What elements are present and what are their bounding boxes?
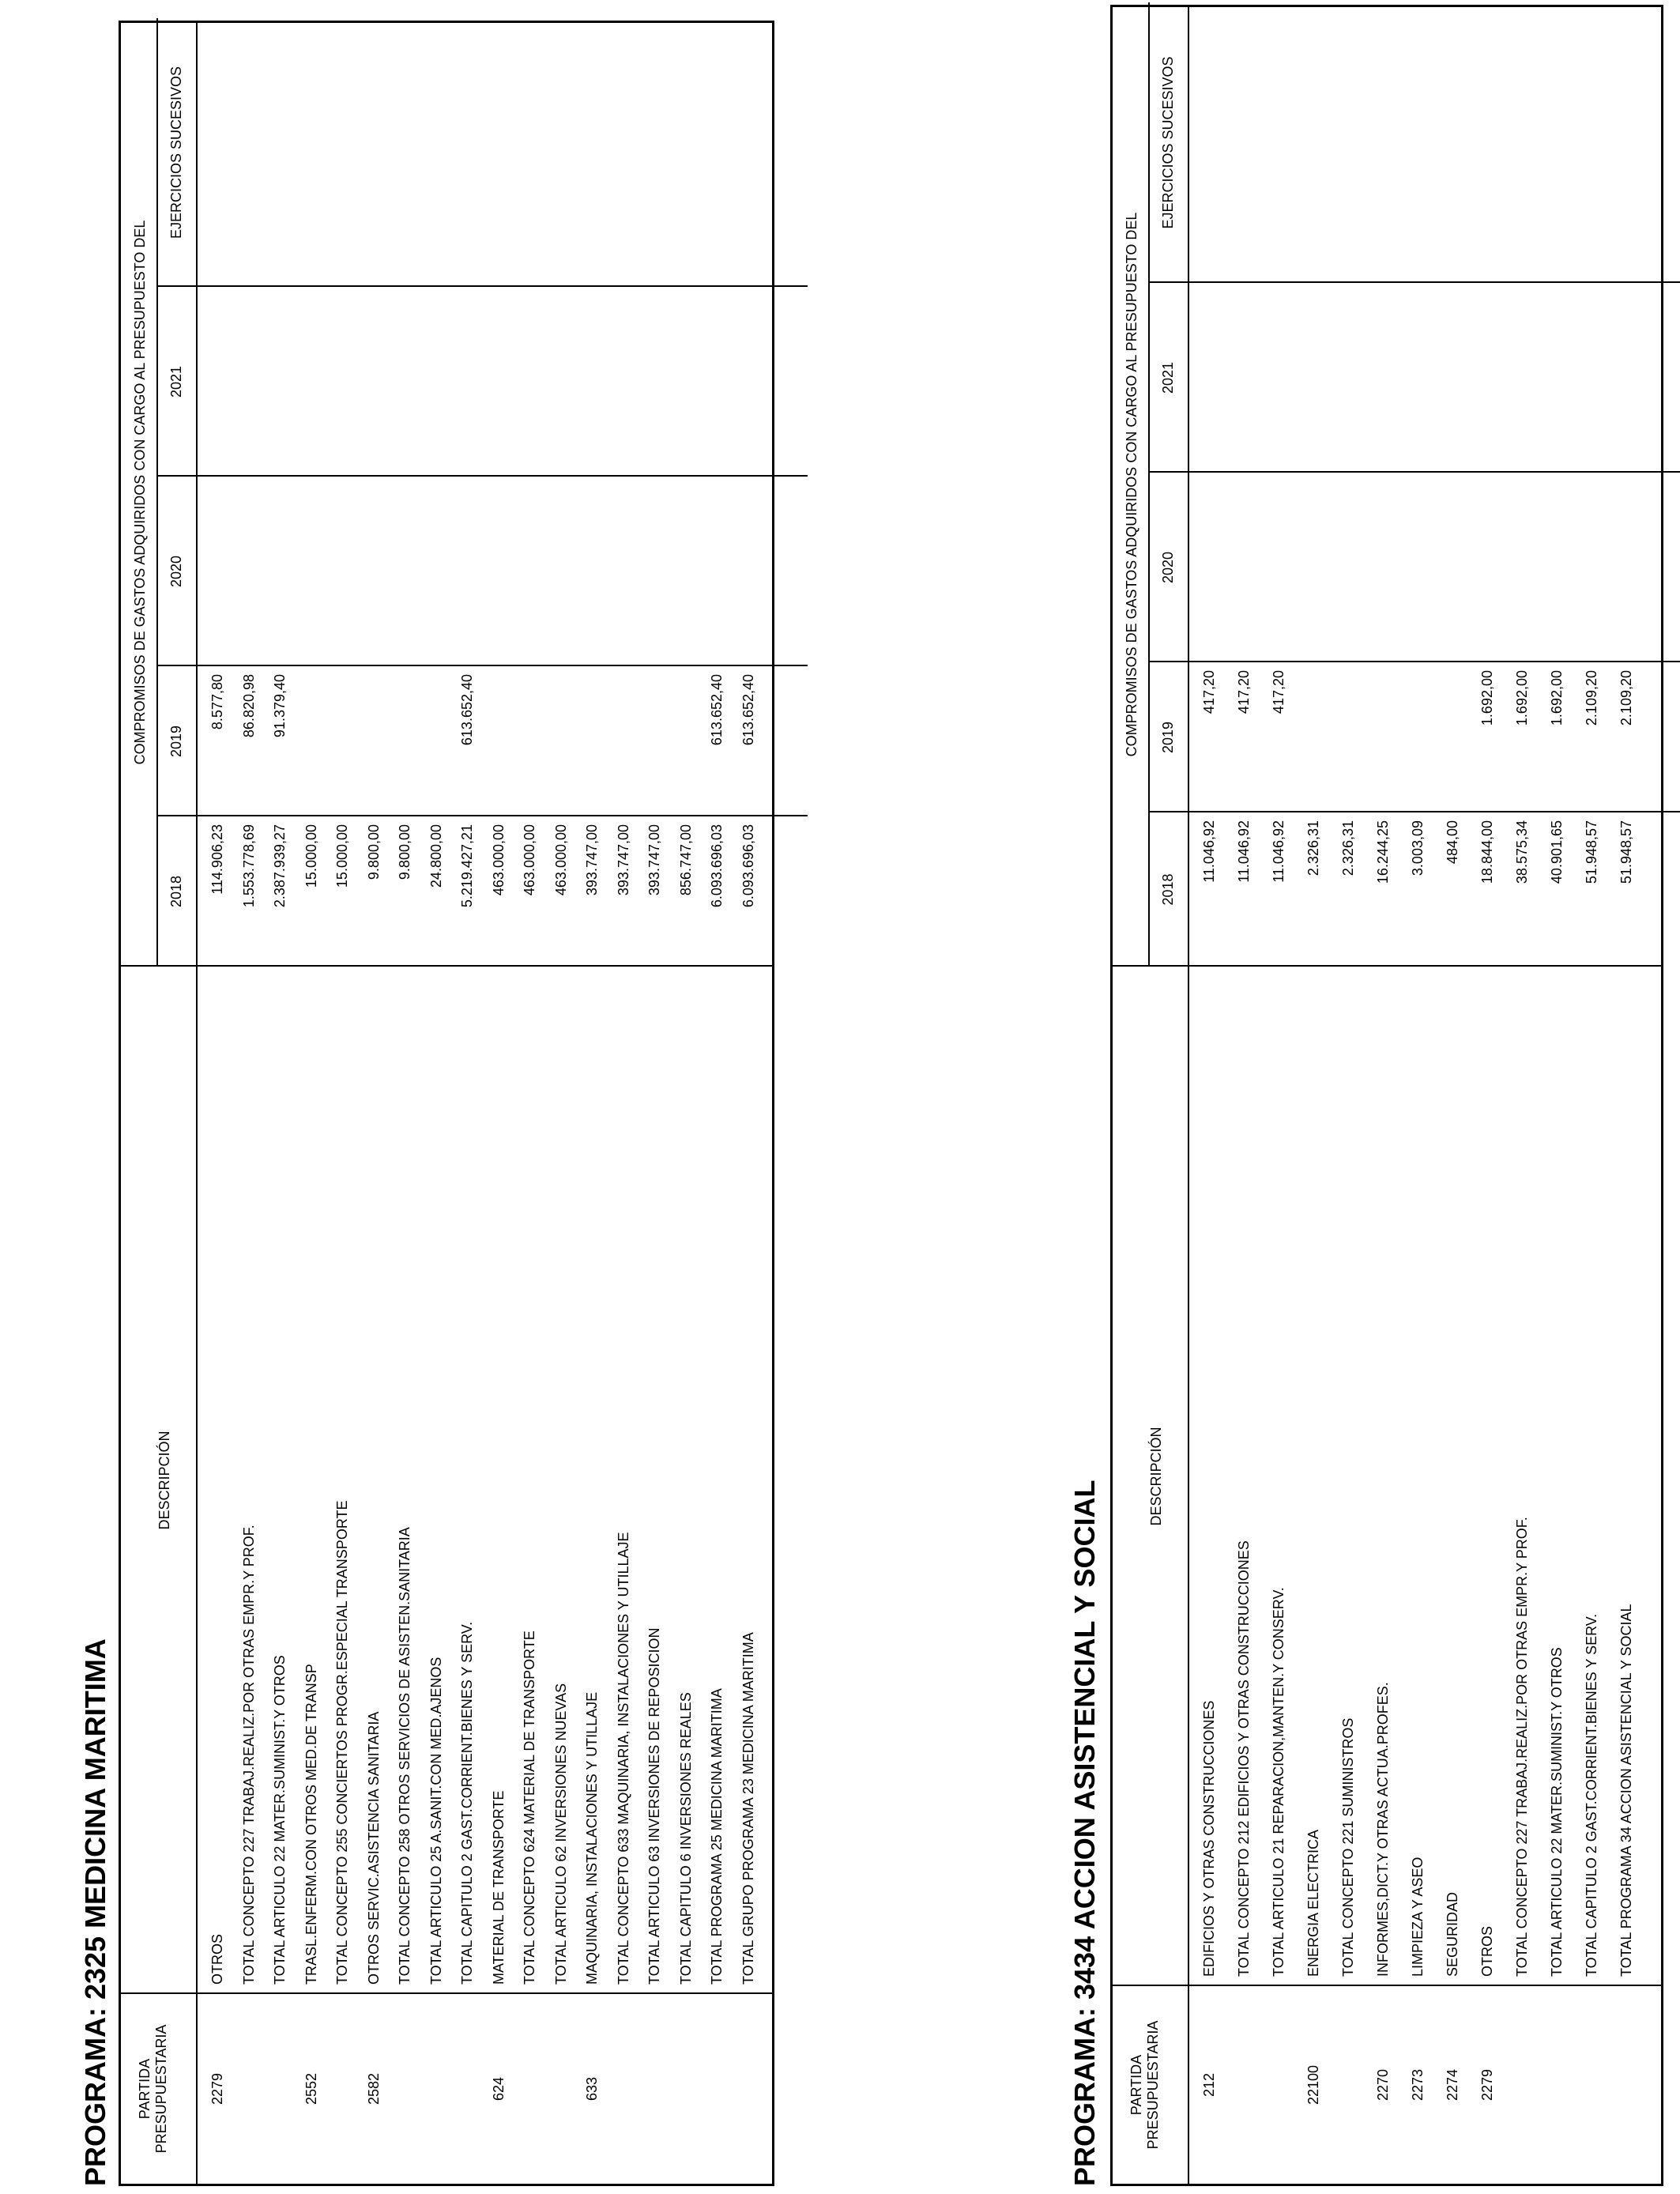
header-2020: 2020	[168, 555, 184, 588]
descripcion-cell: TOTAL CONCEPTO 633 MAQUINARIA, INSTALACIONES Y UTILLAJE	[615, 1532, 631, 1985]
header-2018: 2018	[168, 875, 184, 908]
header-descripcion: DESCRIPCIÓN	[156, 1431, 172, 1530]
header-2021: 2021	[168, 365, 184, 398]
value-2019-cell: 8.577,80	[209, 674, 225, 730]
value-2018-cell: 463.000,00	[522, 824, 537, 896]
value-2018-cell: 11.046,92	[1201, 820, 1217, 883]
descripcion-cell: TOTAL CONCEPTO 255 CONCIERTOS PROGR.ESPECIAL TRANSPORTE	[334, 1500, 350, 1985]
value-2018-cell: 15.000,00	[303, 824, 319, 888]
header-compromisos: COMPROMISOS DE GASTOS ADQUIRIDOS CON CARGO AL PRESUPUESTO DEL	[132, 220, 148, 765]
header-partida: PARTIDA PRESUPUESTARIA	[1128, 2020, 1161, 2150]
descripcion-cell: TOTAL ARTICULO 22 MATER.SUMINIST.Y OTROS	[272, 1655, 288, 1985]
value-2018-cell: 114.906,23	[209, 824, 225, 895]
value-2018-cell: 40.901,65	[1549, 820, 1565, 884]
partida-cell: 633	[584, 2076, 600, 2102]
partida-cell: 2279	[209, 2072, 225, 2105]
descripcion-cell: TOTAL CONCEPTO 258 OTROS SERVICIOS DE ASISTEN.SANITARIA	[397, 1527, 412, 1985]
value-2019-cell: 91.379,40	[272, 674, 288, 738]
value-2018-cell: 11.046,92	[1271, 820, 1286, 883]
descripcion-cell: OTROS	[1479, 1925, 1495, 1977]
value-2018-cell: 3.003,09	[1410, 820, 1426, 876]
partida-cell: 22100	[1305, 2064, 1321, 2105]
partida-cell: 2279	[1479, 2068, 1495, 2102]
partida-cell: 2552	[303, 2072, 319, 2105]
descripcion-cell: TOTAL ARTICULO 22 MATER.SUMINIST.Y OTROS	[1549, 1647, 1565, 1977]
value-2019-cell: 417,20	[1201, 670, 1217, 714]
descripcion-cell: TOTAL CAPITULO 6 INVERSIONES REALES	[677, 1692, 694, 1985]
header-2019: 2019	[168, 725, 184, 758]
descripcion-cell: TOTAL ARTICULO 63 INVERSIONES DE REPOSICION	[646, 1627, 662, 1985]
value-2018-cell: 463.000,00	[552, 824, 569, 896]
descripcion-cell: TOTAL CONCEPTO 227 TRABAJ.REALIZ.POR OTRAS EMPR.Y PROF.	[240, 1525, 257, 1985]
partida-cell: 624	[490, 2076, 507, 2102]
value-2018-cell: 24.800,00	[428, 824, 444, 888]
descripcion-cell: OTROS SERVIC.ASISTENCIA SANITARIA	[365, 1711, 382, 1985]
value-2019-cell: 2.109,20	[1584, 670, 1599, 726]
descripcion-cell: TOTAL ARTICULO 25 A.SANIT.CON MED.AJENOS	[428, 1657, 444, 1985]
header-sucesivos: EJERCICIOS SUCESIVOS	[1160, 56, 1176, 229]
value-2018-cell: 393.747,00	[646, 824, 662, 896]
value-2018-cell: 484,00	[1445, 820, 1460, 865]
program-2-table	[1110, 5, 1663, 2186]
descripcion-cell: TOTAL PROGRAMA 34 ACCION ASISTENCIAL Y SOCIAL	[1618, 1604, 1634, 1977]
header-2018: 2018	[1160, 873, 1176, 906]
value-2018-cell: 2.326,31	[1340, 820, 1356, 876]
value-2019-cell: 613.652,40	[740, 674, 756, 746]
descripcion-cell: OTROS	[209, 1933, 225, 1985]
value-2018-cell: 463.000,00	[490, 824, 507, 896]
value-2018-cell: 9.800,00	[365, 824, 382, 880]
value-2019-cell: 613.652,40	[709, 674, 725, 746]
descripcion-cell: TOTAL CONCEPTO 221 SUMINISTROS	[1340, 1717, 1356, 1977]
descripcion-cell: TOTAL PROGRAMA 25 MEDICINA MARITIMA	[709, 1688, 725, 1985]
value-2018-cell: 51.948,57	[1618, 820, 1634, 884]
header-sucesivos: EJERCICIOS SUCESIVOS	[168, 66, 184, 239]
descripcion-cell: TOTAL CAPITULO 2 GAST.CORRIENT.BIENES Y SERV.	[459, 1621, 475, 1985]
value-2018-cell: 856.747,00	[677, 824, 694, 896]
value-2018-cell: 9.800,00	[397, 824, 412, 880]
descripcion-cell: EDIFICIOS Y OTRAS CONSTRUCCIONES	[1201, 1700, 1217, 1977]
value-2019-cell: 1.692,00	[1514, 670, 1530, 726]
value-2018-cell: 11.046,92	[1236, 820, 1252, 883]
header-compromisos: COMPROMISOS DE GASTOS ADQUIRIDOS CON CARGO AL PRESUPUESTO DEL	[1124, 212, 1139, 757]
value-2018-cell: 6.093.696,03	[709, 824, 725, 908]
header-2020: 2020	[1160, 551, 1176, 584]
header-2019: 2019	[1160, 721, 1176, 754]
partida-cell: 2273	[1410, 2068, 1426, 2102]
partida-cell: 212	[1201, 2072, 1217, 2098]
program-1-title: PROGRAMA: 2325 MEDICINA MARITIMA	[79, 1638, 111, 2186]
value-2018-cell: 393.747,00	[584, 824, 600, 896]
value-2018-cell: 16.244,25	[1375, 820, 1391, 884]
header-descripcion: DESCRIPCIÓN	[1148, 1427, 1164, 1526]
partida-cell: 2270	[1375, 2068, 1391, 2102]
header-2021: 2021	[1160, 361, 1176, 394]
value-2019-cell: 86.820,98	[240, 674, 257, 738]
value-2018-cell: 1.553.778,69	[240, 824, 257, 908]
program-2-title: PROGRAMA: 3434 ACCION ASISTENCIAL Y SOCIAL	[1068, 1480, 1101, 2186]
value-2018-cell: 2.326,31	[1305, 820, 1321, 876]
program-1-table	[119, 21, 774, 2186]
value-2018-cell: 18.844,00	[1479, 820, 1495, 884]
value-2019-cell: 417,20	[1236, 670, 1252, 714]
descripcion-cell: MAQUINARIA, INSTALACIONES Y UTILLAJE	[584, 1691, 600, 1985]
value-2018-cell: 393.747,00	[615, 824, 631, 896]
value-2018-cell: 15.000,00	[334, 824, 350, 888]
value-2018-cell: 6.093.696,03	[740, 824, 756, 908]
value-2019-cell: 2.109,20	[1618, 670, 1634, 726]
descripcion-cell: ENERGIA ELECTRICA	[1305, 1829, 1321, 1977]
value-2018-cell: 51.948,57	[1584, 820, 1599, 884]
value-2018-cell: 5.219.427,21	[459, 824, 475, 908]
descripcion-cell: TOTAL ARTICULO 21 REPARACION,MANTEN.Y CONSERV.	[1271, 1587, 1286, 1977]
value-2019-cell: 417,20	[1271, 670, 1286, 714]
descripcion-cell: SEGURIDAD	[1445, 1891, 1460, 1977]
header-partida: PARTIDA PRESUPUESTARIA	[137, 2024, 169, 2154]
partida-cell: 2274	[1445, 2068, 1460, 2102]
descripcion-cell: TOTAL CONCEPTO 212 EDIFICIOS Y OTRAS CONSTRUCCIONES	[1236, 1540, 1252, 1977]
descripcion-cell: TOTAL GRUPO PROGRAMA 23 MEDICINA MARITIMA	[740, 1632, 756, 1985]
descripcion-cell: TOTAL ARTICULO 62 INVERSIONES NUEVAS	[552, 1683, 569, 1985]
descripcion-cell: INFORMES,DICT.Y OTRAS ACTUA.PROFES.	[1375, 1682, 1391, 1977]
descripcion-cell: TOTAL CAPITULO 2 GAST.CORRIENT.BIENES Y SERV.	[1584, 1613, 1599, 1977]
value-2019-cell: 613.652,40	[459, 674, 475, 746]
descripcion-cell: LIMPIEZA Y ASEO	[1410, 1857, 1426, 1977]
descripcion-cell: MATERIAL DE TRANSPORTE	[490, 1790, 507, 1985]
descripcion-cell: TOTAL CONCEPTO 227 TRABAJ.REALIZ.POR OTRAS EMPR.Y PROF.	[1514, 1517, 1530, 1977]
value-2018-cell: 38.575,34	[1514, 820, 1530, 884]
descripcion-cell: TOTAL CONCEPTO 624 MATERIAL DE TRANSPORTE	[522, 1630, 537, 1985]
value-2018-cell: 2.387.939,27	[272, 824, 288, 908]
descripcion-cell: TRASL.ENFERM.CON OTROS MED.DE TRANSP	[303, 1664, 319, 1985]
value-2019-cell: 1.692,00	[1479, 670, 1495, 726]
partida-cell: 2582	[365, 2072, 382, 2105]
value-2019-cell: 1.692,00	[1549, 670, 1565, 726]
